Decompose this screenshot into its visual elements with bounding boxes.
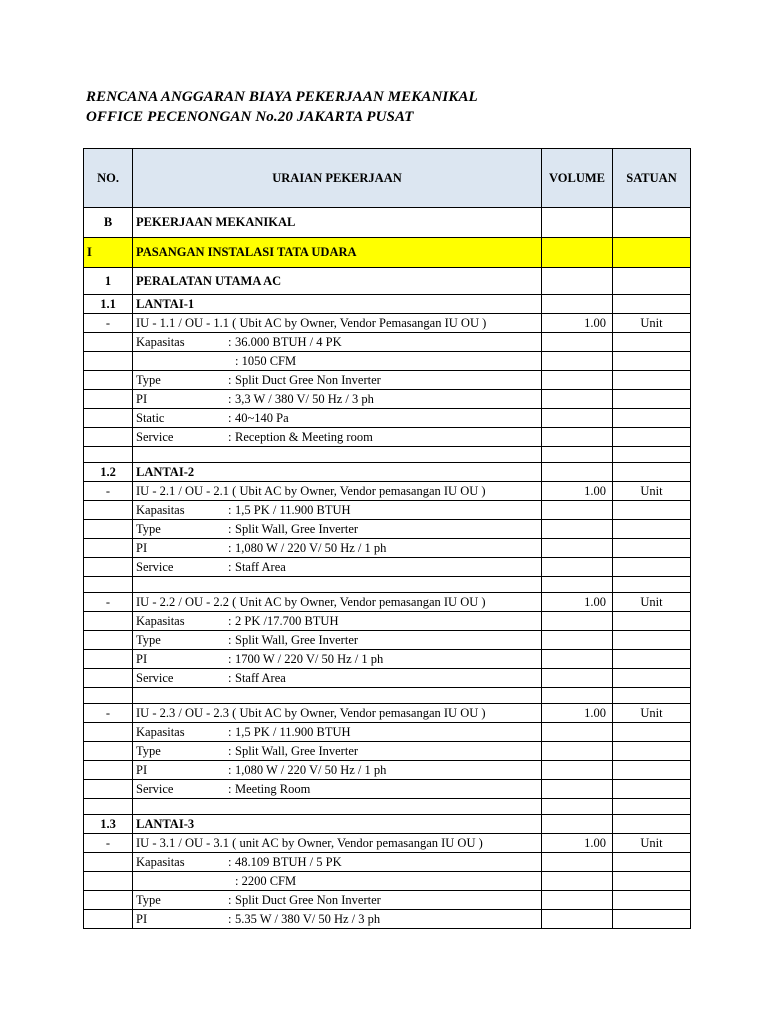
unit-cell: Unit — [613, 314, 691, 333]
spec-value: Split Wall, Gree Inverter — [235, 521, 359, 536]
spec-value: Staff Area — [235, 670, 286, 685]
table-row — [84, 390, 691, 409]
spec-cell — [133, 780, 542, 799]
volume-cell: 1.00 — [542, 704, 613, 723]
description-cell: IU - 2.1 / OU - 2.1 ( Ubit AC by Owner, Vendor pemasangan IU OU ) — [133, 482, 542, 501]
spec-value: 1,5 PK / 11.900 BTUH — [235, 724, 351, 739]
table-row — [84, 447, 691, 463]
spec-separator: : — [228, 410, 232, 425]
volume-cell — [542, 371, 613, 390]
spec-value: 48.109 BTUH / 5 PK — [235, 854, 342, 869]
no-cell — [84, 577, 133, 593]
spec-cell — [133, 428, 542, 447]
volume-cell — [542, 742, 613, 761]
table-row — [84, 208, 691, 238]
description-cell: LANTAI-1 — [133, 295, 542, 314]
table-row — [84, 669, 691, 688]
unit-cell — [613, 371, 691, 390]
spec-value: : 1050 CFM — [235, 353, 297, 368]
volume-cell — [542, 891, 613, 910]
volume-cell — [542, 539, 613, 558]
no-cell — [84, 447, 133, 463]
spec-value: 1,080 W / 220 V/ 50 Hz / 1 ph — [235, 540, 387, 555]
description-cell — [133, 799, 542, 815]
volume-cell — [542, 612, 613, 631]
volume-cell — [542, 352, 613, 371]
volume-cell — [542, 463, 613, 482]
unit-cell — [613, 872, 691, 891]
volume-cell — [542, 780, 613, 799]
no-cell: I — [84, 238, 133, 268]
spec-separator: : — [228, 613, 232, 628]
no-cell: 1.2 — [84, 463, 133, 482]
unit-cell: Unit — [613, 704, 691, 723]
no-cell: 1.1 — [84, 295, 133, 314]
no-cell: - — [84, 482, 133, 501]
spec-value: 36.000 BTUH / 4 PK — [235, 334, 342, 349]
spec-separator: : — [228, 911, 232, 926]
table-row — [84, 409, 691, 428]
spec-label: Type — [136, 632, 161, 647]
description-cell: IU - 2.3 / OU - 2.3 ( Ubit AC by Owner, Vendor pemasangan IU OU ) — [133, 704, 542, 723]
no-cell — [84, 872, 133, 891]
spec-separator: : — [228, 781, 232, 796]
unit-cell — [613, 208, 691, 238]
unit-cell — [613, 539, 691, 558]
spec-cell — [133, 409, 542, 428]
table-header-row — [84, 149, 691, 208]
unit-cell — [613, 238, 691, 268]
spec-label: Type — [136, 892, 161, 907]
spec-cell — [133, 872, 542, 891]
spec-separator: : — [228, 632, 232, 647]
table-row — [84, 371, 691, 390]
spec-value: 3,3 W / 380 V/ 50 Hz / 3 ph — [235, 391, 374, 406]
no-cell — [84, 853, 133, 872]
no-cell: 1 — [84, 268, 133, 295]
unit-cell — [613, 268, 691, 295]
spec-value: 40~140 Pa — [235, 410, 289, 425]
table-row — [84, 742, 691, 761]
no-cell — [84, 799, 133, 815]
header-volume: VOLUME — [542, 149, 613, 208]
spec-value: : 2200 CFM — [235, 873, 297, 888]
unit-cell — [613, 520, 691, 539]
spec-value: Split Wall, Gree Inverter — [235, 743, 359, 758]
description-cell: LANTAI-2 — [133, 463, 542, 482]
description-cell: IU - 2.2 / OU - 2.2 ( Unit AC by Owner, Vendor pemasangan IU OU ) — [133, 593, 542, 612]
table-row — [84, 688, 691, 704]
no-cell — [84, 520, 133, 539]
table-row — [84, 428, 691, 447]
table-row — [84, 723, 691, 742]
volume-cell — [542, 409, 613, 428]
volume-cell — [542, 238, 613, 268]
spec-value: 1700 W / 220 V/ 50 Hz / 1 ph — [235, 651, 384, 666]
spec-separator: : — [228, 670, 232, 685]
spec-value: Reception & Meeting room — [235, 429, 373, 444]
unit-cell — [613, 631, 691, 650]
table-row — [84, 891, 691, 910]
no-cell — [84, 723, 133, 742]
spec-value: Staff Area — [235, 559, 286, 574]
no-cell — [84, 688, 133, 704]
description-cell: IU - 3.1 / OU - 3.1 ( unit AC by Owner, Vendor pemasangan IU OU ) — [133, 834, 542, 853]
spec-cell — [133, 742, 542, 761]
budget-table — [83, 148, 691, 929]
unit-cell — [613, 409, 691, 428]
table-row — [84, 650, 691, 669]
description-cell — [133, 447, 542, 463]
unit-cell — [613, 352, 691, 371]
spec-value: Split Duct Gree Non Inverter — [235, 372, 381, 387]
spec-cell — [133, 631, 542, 650]
volume-cell — [542, 428, 613, 447]
unit-cell: Unit — [613, 834, 691, 853]
spec-separator: : — [228, 743, 232, 758]
table-row — [84, 761, 691, 780]
unit-cell — [613, 650, 691, 669]
no-cell: 1.3 — [84, 815, 133, 834]
spec-cell — [133, 723, 542, 742]
no-cell — [84, 612, 133, 631]
spec-value: Split Wall, Gree Inverter — [235, 632, 359, 647]
no-cell — [84, 631, 133, 650]
spec-label: Service — [136, 559, 174, 574]
unit-cell — [613, 780, 691, 799]
table-row — [84, 333, 691, 352]
spec-separator: : — [228, 391, 232, 406]
spec-value: 5.35 W / 380 V/ 50 Hz / 3 ph — [235, 911, 381, 926]
spec-label: PI — [136, 540, 148, 555]
description-cell — [133, 688, 542, 704]
description-cell: IU - 1.1 / OU - 1.1 ( Ubit AC by Owner, Vendor Pemasangan IU OU ) — [133, 314, 542, 333]
volume-cell — [542, 390, 613, 409]
unit-cell — [613, 723, 691, 742]
volume-cell — [542, 577, 613, 593]
no-cell — [84, 891, 133, 910]
table-row — [84, 577, 691, 593]
description-cell: PEKERJAAN MEKANIKAL — [133, 208, 542, 238]
unit-cell — [613, 761, 691, 780]
spec-label: Kapasitas — [136, 502, 185, 517]
spec-separator: : — [228, 724, 232, 739]
unit-cell — [613, 799, 691, 815]
table-row — [84, 539, 691, 558]
volume-cell — [542, 558, 613, 577]
spec-label: Kapasitas — [136, 334, 185, 349]
table-row — [84, 314, 691, 333]
spec-separator: : — [228, 854, 232, 869]
description-cell: PASANGAN INSTALASI TATA UDARA — [133, 238, 542, 268]
spec-cell — [133, 539, 542, 558]
volume-cell — [542, 520, 613, 539]
spec-label: PI — [136, 911, 148, 926]
unit-cell — [613, 428, 691, 447]
volume-cell — [542, 501, 613, 520]
table-row — [84, 482, 691, 501]
unit-cell — [613, 463, 691, 482]
no-cell — [84, 539, 133, 558]
table-row — [84, 238, 691, 268]
spec-cell — [133, 520, 542, 539]
table-row — [84, 593, 691, 612]
spec-label: PI — [136, 651, 148, 666]
spec-separator: : — [228, 429, 232, 444]
spec-cell — [133, 650, 542, 669]
unit-cell — [613, 390, 691, 409]
spec-separator: : — [228, 651, 232, 666]
volume-cell: 1.00 — [542, 593, 613, 612]
spec-separator: : — [228, 521, 232, 536]
table-row — [84, 910, 691, 929]
no-cell: - — [84, 704, 133, 723]
spec-cell — [133, 853, 542, 872]
description-cell — [133, 577, 542, 593]
no-cell: B — [84, 208, 133, 238]
no-cell — [84, 558, 133, 577]
no-cell — [84, 780, 133, 799]
spec-label: Service — [136, 781, 174, 796]
volume-cell — [542, 295, 613, 314]
spec-label: Static — [136, 410, 165, 425]
unit-cell — [613, 910, 691, 929]
no-cell: - — [84, 314, 133, 333]
spec-label: Type — [136, 521, 161, 536]
table-row — [84, 612, 691, 631]
document-title: RENCANA ANGGARAN BIAYA PEKERJAAN MEKANIKAL — [86, 89, 478, 105]
spec-separator: : — [228, 762, 232, 777]
no-cell — [84, 501, 133, 520]
spec-label: PI — [136, 762, 148, 777]
no-cell — [84, 352, 133, 371]
unit-cell — [613, 333, 691, 352]
spec-label: Type — [136, 372, 161, 387]
spec-cell — [133, 390, 542, 409]
no-cell — [84, 669, 133, 688]
no-cell — [84, 742, 133, 761]
spec-cell — [133, 352, 542, 371]
volume-cell — [542, 333, 613, 352]
table-row — [84, 704, 691, 723]
spec-label: Service — [136, 429, 174, 444]
volume-cell: 1.00 — [542, 314, 613, 333]
table-row — [84, 295, 691, 314]
spec-label: Kapasitas — [136, 724, 185, 739]
spec-label: Kapasitas — [136, 854, 185, 869]
volume-cell — [542, 910, 613, 929]
volume-cell — [542, 799, 613, 815]
table-row — [84, 520, 691, 539]
volume-cell — [542, 669, 613, 688]
volume-cell — [542, 815, 613, 834]
no-cell: - — [84, 593, 133, 612]
table-row — [84, 799, 691, 815]
spec-separator: : — [228, 334, 232, 349]
spec-cell — [133, 910, 542, 929]
unit-cell: Unit — [613, 482, 691, 501]
unit-cell — [613, 501, 691, 520]
spec-separator: : — [228, 559, 232, 574]
volume-cell — [542, 208, 613, 238]
unit-cell — [613, 577, 691, 593]
unit-cell — [613, 669, 691, 688]
table-row — [84, 872, 691, 891]
spec-separator: : — [228, 372, 232, 387]
volume-cell — [542, 650, 613, 669]
spec-label: PI — [136, 391, 148, 406]
header-no: NO. — [84, 149, 133, 208]
table-row — [84, 558, 691, 577]
unit-cell — [613, 815, 691, 834]
spec-value: 2 PK /17.700 BTUH — [235, 613, 339, 628]
spec-label: Kapasitas — [136, 613, 185, 628]
unit-cell — [613, 558, 691, 577]
spec-value: 1,5 PK / 11.900 BTUH — [235, 502, 351, 517]
spec-separator: : — [228, 892, 232, 907]
document-subtitle: OFFICE PECENONGAN No.20 JAKARTA PUSAT — [86, 109, 414, 125]
spec-cell — [133, 501, 542, 520]
no-cell — [84, 650, 133, 669]
spec-value: 1,080 W / 220 V/ 50 Hz / 1 ph — [235, 762, 387, 777]
volume-cell — [542, 268, 613, 295]
unit-cell: Unit — [613, 593, 691, 612]
volume-cell — [542, 688, 613, 704]
unit-cell — [613, 447, 691, 463]
spec-cell — [133, 333, 542, 352]
description-cell: LANTAI-3 — [133, 815, 542, 834]
unit-cell — [613, 853, 691, 872]
no-cell — [84, 910, 133, 929]
no-cell — [84, 428, 133, 447]
volume-cell — [542, 872, 613, 891]
header-uraian: URAIAN PEKERJAAN — [133, 149, 542, 208]
no-cell — [84, 409, 133, 428]
spec-label: Service — [136, 670, 174, 685]
table-row — [84, 268, 691, 295]
volume-cell — [542, 631, 613, 650]
description-cell: PERALATAN UTAMA AC — [133, 268, 542, 295]
unit-cell — [613, 688, 691, 704]
no-cell: - — [84, 834, 133, 853]
spec-cell — [133, 612, 542, 631]
unit-cell — [613, 742, 691, 761]
volume-cell — [542, 723, 613, 742]
table-row — [84, 501, 691, 520]
no-cell — [84, 761, 133, 780]
volume-cell — [542, 447, 613, 463]
spec-value: Meeting Room — [235, 781, 311, 796]
spec-cell — [133, 761, 542, 780]
header-satuan: SATUAN — [613, 149, 691, 208]
spec-value: Split Duct Gree Non Inverter — [235, 892, 381, 907]
volume-cell — [542, 761, 613, 780]
unit-cell — [613, 295, 691, 314]
no-cell — [84, 371, 133, 390]
no-cell — [84, 333, 133, 352]
table-row — [84, 463, 691, 482]
table-row — [84, 780, 691, 799]
table-row — [84, 631, 691, 650]
spec-separator: : — [228, 502, 232, 517]
volume-cell — [542, 853, 613, 872]
spec-cell — [133, 558, 542, 577]
spec-cell — [133, 669, 542, 688]
table-body — [84, 208, 691, 929]
volume-cell: 1.00 — [542, 834, 613, 853]
no-cell — [84, 390, 133, 409]
spec-separator: : — [228, 540, 232, 555]
spec-cell — [133, 891, 542, 910]
unit-cell — [613, 891, 691, 910]
spec-label: Type — [136, 743, 161, 758]
volume-cell: 1.00 — [542, 482, 613, 501]
table-row — [84, 853, 691, 872]
table-row — [84, 352, 691, 371]
spec-cell — [133, 371, 542, 390]
table-row — [84, 834, 691, 853]
table-row — [84, 815, 691, 834]
unit-cell — [613, 612, 691, 631]
